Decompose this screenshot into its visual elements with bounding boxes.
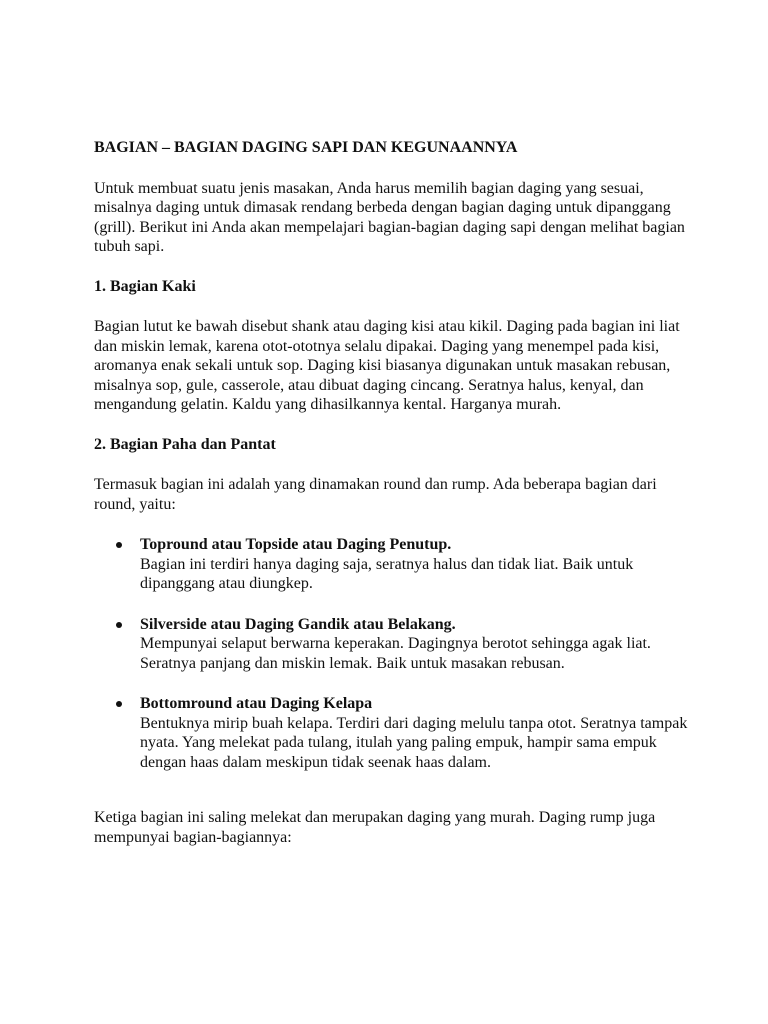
closing-paragraph: Ketiga bagian ini saling melekat dan merupakan daging yang murah. Daging rump juga mempunyai bagian-bagiannya: xyxy=(94,809,656,846)
document-title: BAGIAN – BAGIAN DAGING SAPI DAN KEGUNAANNYA xyxy=(94,139,518,156)
section-2-heading: 2. Bagian Paha dan Pantat xyxy=(94,435,276,453)
list-item-desc: Mempunyai selaput berwarna keperakan. Dagingnya berotot sehingga agak liat. Seratnya panjang dan miskin lemak. Baik untuk masakan rebusan. xyxy=(140,635,651,672)
section-1-body: Bagian lutut ke bawah disebut shank atau daging kisi atau kikil. Daging pada bagian ini liat dan miskin lemak, karena otot-ototnya selalu dipakai. Daging yang menempel pada kisi, aromanya enak sekali untuk sop. Daging kisi biasanya digunakan untuk masakan rebusan, misalnya sop, gule, casserole, atau dibuat daging cincang. Seratnya halus, kenyal, dan mengandung gelatin. Kaldu yang dihasilkannya kental. Harganya murah. xyxy=(94,318,680,413)
intro-paragraph: Untuk membuat suatu jenis masakan, Anda harus memilih bagian daging yang sesuai, misalnya daging untuk dimasak rendang berbeda dengan bagian daging untuk dipanggang (grill). Berikut ini Anda akan mempelajari bagian-bagian daging sapi dengan melihat bagian tubuh sapi. xyxy=(94,179,685,255)
document-page xyxy=(94,138,694,847)
bullet-icon xyxy=(116,701,122,707)
list-item-title: Topround atau Topside atau Daging Penutup. xyxy=(140,536,452,553)
list-item-silverside xyxy=(94,615,694,674)
bullet-icon xyxy=(116,542,122,548)
list-item-title: Bottomround atau Daging Kelapa xyxy=(140,695,373,712)
section-2-body: Termasuk bagian ini adalah yang dinamakan round dan rump. Ada beberapa bagian dari round, yaitu: xyxy=(94,476,657,513)
list-item-desc: Bagian ini terdiri hanya daging saja, seratnya halus dan tidak liat. Baik untuk dipanggang atau diungkep. xyxy=(140,555,634,592)
list-item-desc: Bentuknya mirip buah kelapa. Terdiri dari daging melulu tanpa otot. Seratnya tampak nyata. Yang melekat pada tulang, itulah yang paling empuk, hampir sama empuk dengan haas dalam meskipun tidak seenak haas dalam. xyxy=(140,714,688,771)
round-parts-list xyxy=(94,535,694,772)
section-1-heading: 1. Bagian Kaki xyxy=(94,277,196,295)
list-item-topround xyxy=(94,535,694,594)
list-item-title: Silverside atau Daging Gandik atau Belakang. xyxy=(140,615,456,633)
bullet-icon xyxy=(116,622,122,628)
list-item-bottomround xyxy=(94,694,694,772)
